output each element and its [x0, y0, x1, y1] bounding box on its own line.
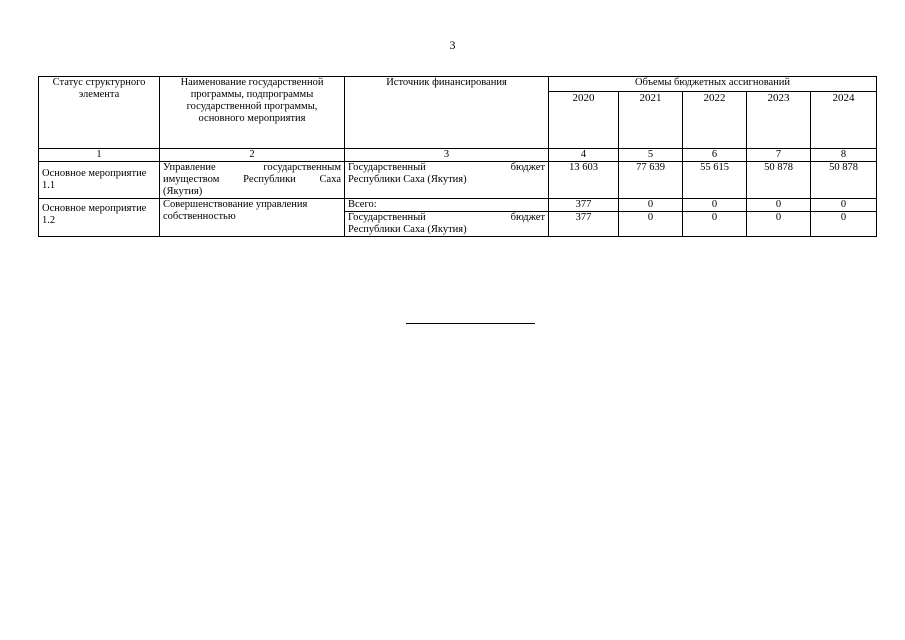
column-number: 5 [619, 149, 683, 162]
header-year: 2022 [683, 92, 747, 149]
row-source: Всего: [345, 199, 549, 212]
column-number: 2 [160, 149, 345, 162]
column-number: 3 [345, 149, 549, 162]
row-value: 377 [549, 212, 619, 237]
row-source-line: Республики Саха (Якутия) [348, 224, 467, 235]
header-row-top [39, 77, 877, 92]
row-value: 50 878 [811, 162, 877, 199]
row-source [345, 212, 549, 237]
row-value: 377 [549, 199, 619, 212]
row-name-line: Управление государственным [163, 162, 341, 173]
row-name [160, 162, 345, 199]
header-year: 2021 [619, 92, 683, 149]
row-value: 0 [619, 199, 683, 212]
header-source: Источник финансирования [345, 77, 549, 149]
closing-rule [406, 323, 535, 324]
row-value: 50 878 [747, 162, 811, 199]
row-source-line: Государственный бюджет [348, 162, 545, 173]
table-row [39, 162, 877, 199]
header-year: 2024 [811, 92, 877, 149]
row-value: 0 [747, 212, 811, 237]
page-number: 3 [449, 38, 456, 52]
table-row [39, 199, 877, 212]
header-year: 2020 [549, 92, 619, 149]
header-year: 2023 [747, 92, 811, 149]
row-value: 0 [811, 212, 877, 237]
row-source-line: Государственный бюджет [348, 212, 545, 223]
header-volumes: Объемы бюджетных ассигнований [549, 77, 877, 92]
column-number: 7 [747, 149, 811, 162]
row-name: Совершенствование управления собственностью [160, 199, 345, 237]
row-source [345, 162, 549, 199]
row-name-line: (Якутия) [163, 186, 203, 197]
column-number: 8 [811, 149, 877, 162]
column-number-row [39, 149, 877, 162]
row-value: 0 [683, 212, 747, 237]
row-source-line: Республики Саха (Якутия) [348, 174, 467, 185]
column-number: 6 [683, 149, 747, 162]
row-value: 0 [811, 199, 877, 212]
row-name-line: имуществом Республики Саха [163, 174, 341, 185]
budget-allocation-table [38, 76, 877, 237]
row-value: 13 603 [549, 162, 619, 199]
row-status: Основное мероприятие 1.2 [39, 199, 160, 237]
row-value: 77 639 [619, 162, 683, 199]
row-status: Основное мероприятие 1.1 [39, 162, 160, 199]
header-name: Наименование государственной программы, подпрограммы государственной программы, основного мероприятия [160, 77, 345, 149]
row-value: 0 [619, 212, 683, 237]
header-status: Статус структурного элемента [39, 77, 160, 149]
column-number: 1 [39, 149, 160, 162]
column-number: 4 [549, 149, 619, 162]
row-value: 0 [747, 199, 811, 212]
row-value: 0 [683, 199, 747, 212]
row-value: 55 615 [683, 162, 747, 199]
